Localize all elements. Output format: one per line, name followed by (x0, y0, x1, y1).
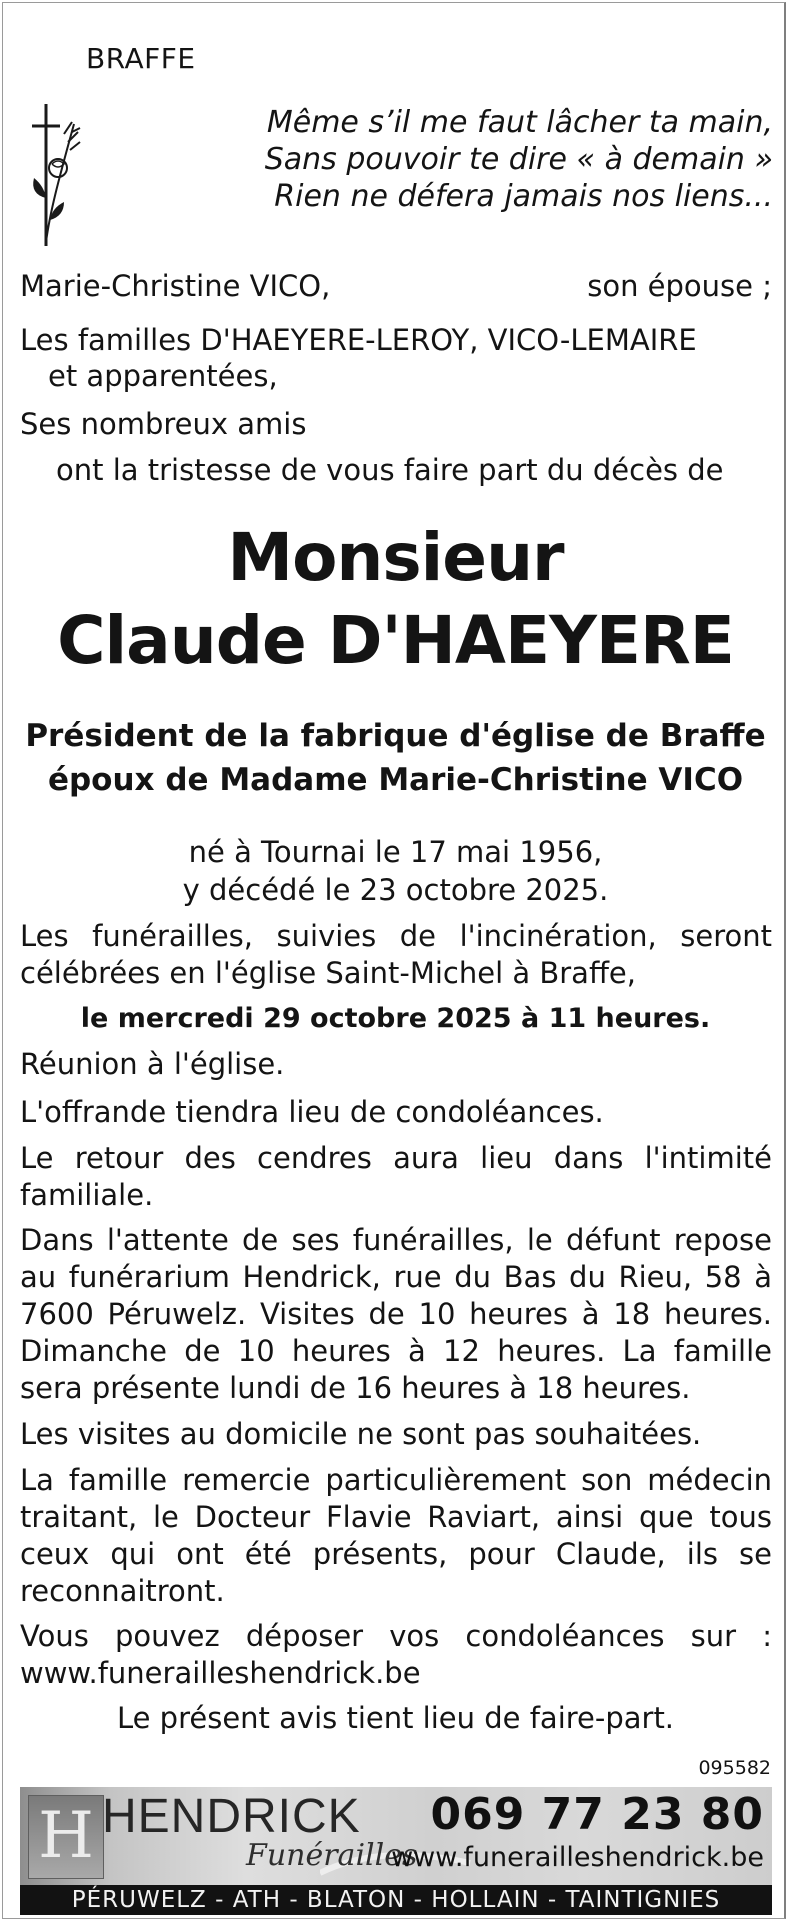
announcement-line: ont la tristesse de vous faire part du décès de (56, 453, 724, 487)
offering-line: L'offrande tiendra lieu de condoléances. (20, 1095, 604, 1129)
waiting-paragraph: Dans l'attente de ses funérailles, le défunt repose au funérarium Hendrick, rue du Bas du Rieu, 58 à 7600 Péruwelz. Visites de 10 heures à 18 heures. Dimanche de 10 heures à 12 heures. La famille sera présente lundi de 16 heures à 18 heures. (20, 1223, 772, 1405)
reference-number: 095582 (698, 1757, 771, 1779)
friends-line: Ses nombreux amis (20, 407, 307, 441)
birth-line: né à Tournai le 17 mai 1956, (188, 835, 603, 869)
home-visits-line: Les visites au domicile ne sont pas souhaitées. (20, 1417, 702, 1451)
thanks-paragraph: La famille remercie particulièrement son médecin traitant, le Docteur Flavie Raviart, ainsi que tous ceux qui ont été présents, pour Claude, ils se reconnaitront. (20, 1463, 772, 1608)
funeral-home-banner (20, 1787, 772, 1885)
deceased-title: Monsieur (227, 519, 564, 596)
ashes-paragraph: Le retour des cendres aura lieu dans l'intimité familiale. (20, 1141, 772, 1212)
cross-with-flower-icon (24, 102, 84, 248)
death-line: y décédé le 23 octobre 2025. (182, 873, 609, 907)
poem-line: Sans pouvoir te dire « à demain » (264, 142, 773, 177)
poem (153, 104, 773, 215)
logo-h-icon (28, 1795, 104, 1879)
meeting-line: Réunion à l'église. (20, 1047, 285, 1081)
cities-bar: PÉRUWELZ - ATH - BLATON - HOLLAIN - TAINTIGNIES (20, 1885, 772, 1915)
deceased-subtitle: Président de la fabrique d'église de Braffe (25, 718, 766, 754)
brand-name: HENDRICK (102, 1790, 361, 1843)
spouse-name: Marie-Christine VICO, (20, 269, 331, 303)
website-link[interactable]: www.funerailleshendrick.be (391, 1842, 764, 1873)
families-line: et apparentées, (48, 359, 278, 393)
condolences-paragraph: Vous pouvez déposer vos condoléances sur : www.funerailleshendrick.be (20, 1619, 772, 1690)
notice-line: Le présent avis tient lieu de faire-part. (116, 1701, 675, 1735)
spouse-role: son épouse ; (587, 269, 772, 303)
brand-subtitle: Funérailles (246, 1838, 418, 1873)
funeral-date: le mercredi 29 octobre 2025 à 11 heures. (80, 1003, 711, 1034)
poem-line: Même s’il me faut lâcher ta main, (266, 105, 773, 140)
logo-letter: H (38, 1799, 94, 1873)
place-name: BRAFFE (86, 42, 196, 75)
phone-number: 069 77 23 80 (430, 1789, 764, 1840)
deceased-subtitle: époux de Madame Marie-Christine VICO (47, 762, 744, 798)
deceased-name: Claude D'HAEYERE (57, 602, 734, 679)
families-line: Les familles D'HAEYERE-LEROY, VICO-LEMAIRE (20, 323, 697, 357)
funerals-paragraph: Les funérailles, suivies de l'incinération, seront célébrées en l'église Saint-Michel à Braffe, (20, 919, 772, 990)
poem-line: Rien ne défera jamais nos liens... (274, 179, 773, 214)
